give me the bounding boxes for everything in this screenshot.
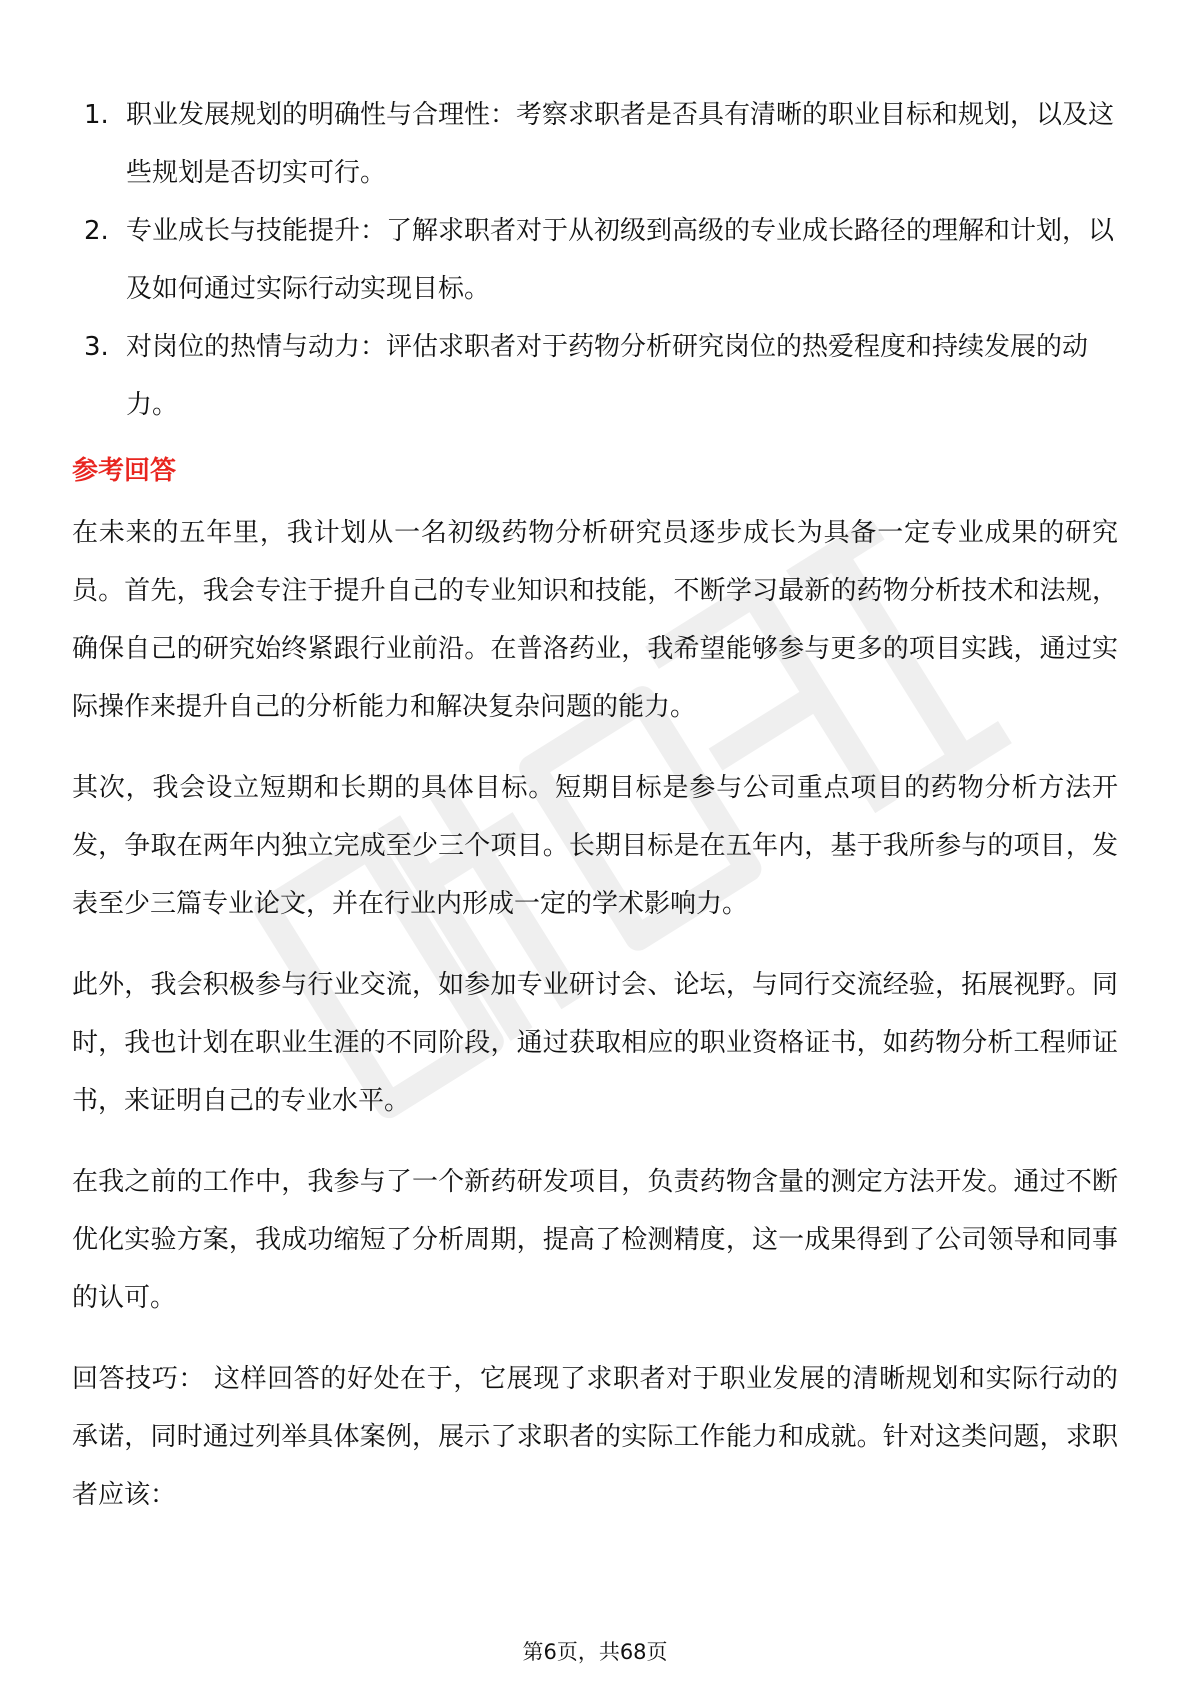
- evaluation-criteria-list: [72, 86, 1118, 434]
- list-item-text: 专业成长与技能提升：了解求职者对于从初级到高级的专业成长路径的理解和计划，以及如何通过实际行动实现目标。: [126, 216, 1115, 304]
- list-item-number: 3.: [84, 332, 109, 362]
- section-title-reference-answer: 参考回答: [72, 456, 177, 486]
- list-item-text: 对岗位的热情与动力：评估求职者对于药物分析研究岗位的热爱程度和持续发展的动力。: [126, 332, 1089, 420]
- list-item-text: 职业发展规划的明确性与合理性：考察求职者是否具有清晰的职业目标和规划，以及这些规划是否切实可行。: [126, 100, 1115, 188]
- answer-paragraph: 在未来的五年里，我计划从一名初级药物分析研究员逐步成长为具备一定专业成果的研究员。首先，我会专注于提升自己的专业知识和技能，不断学习最新的药物分析技术和法规，确保自己的研究始终紧跟行业前沿。在普洛药业，我希望能够参与更多的项目实践，通过实际操作来提升自己的分析能力和解决复杂问题的能力。: [72, 518, 1118, 722]
- list-item: [72, 86, 1118, 202]
- answer-paragraph: 在我之前的工作中，我参与了一个新药研发项目，负责药物含量的测定方法开发。通过不断优化实验方案，我成功缩短了分析周期，提高了检测精度，这一成果得到了公司领导和同事的认可。: [72, 1167, 1118, 1313]
- answer-paragraph: 其次，我会设立短期和长期的具体目标。短期目标是参与公司重点项目的药物分析方法开发，争取在两年内独立完成至少三个项目。长期目标是在五年内，基于我所参与的项目，发表至少三篇专业论文，并在行业内形成一定的学术影响力。: [72, 773, 1118, 919]
- main-content: [72, 86, 1118, 1547]
- answer-tips-paragraph: 回答技巧： 这样回答的好处在于，它展现了求职者对于职业发展的清晰规划和实际行动的承诺，同时通过列举具体案例，展示了求职者的实际工作能力和成就。针对这类问题，求职者应该：: [72, 1364, 1118, 1510]
- list-item: [72, 318, 1118, 434]
- list-item-number: 1.: [84, 100, 109, 130]
- page-number-footer: 第6页，共68页: [522, 1640, 668, 1664]
- list-item: [72, 202, 1118, 318]
- list-item-number: 2.: [84, 216, 109, 246]
- answer-paragraph: 此外，我会积极参与行业交流，如参加专业研讨会、论坛，与同行交流经验，拓展视野。同时，我也计划在职业生涯的不同阶段，通过获取相应的职业资格证书，如药物分析工程师证书，来证明自己的专业水平。: [72, 970, 1118, 1116]
